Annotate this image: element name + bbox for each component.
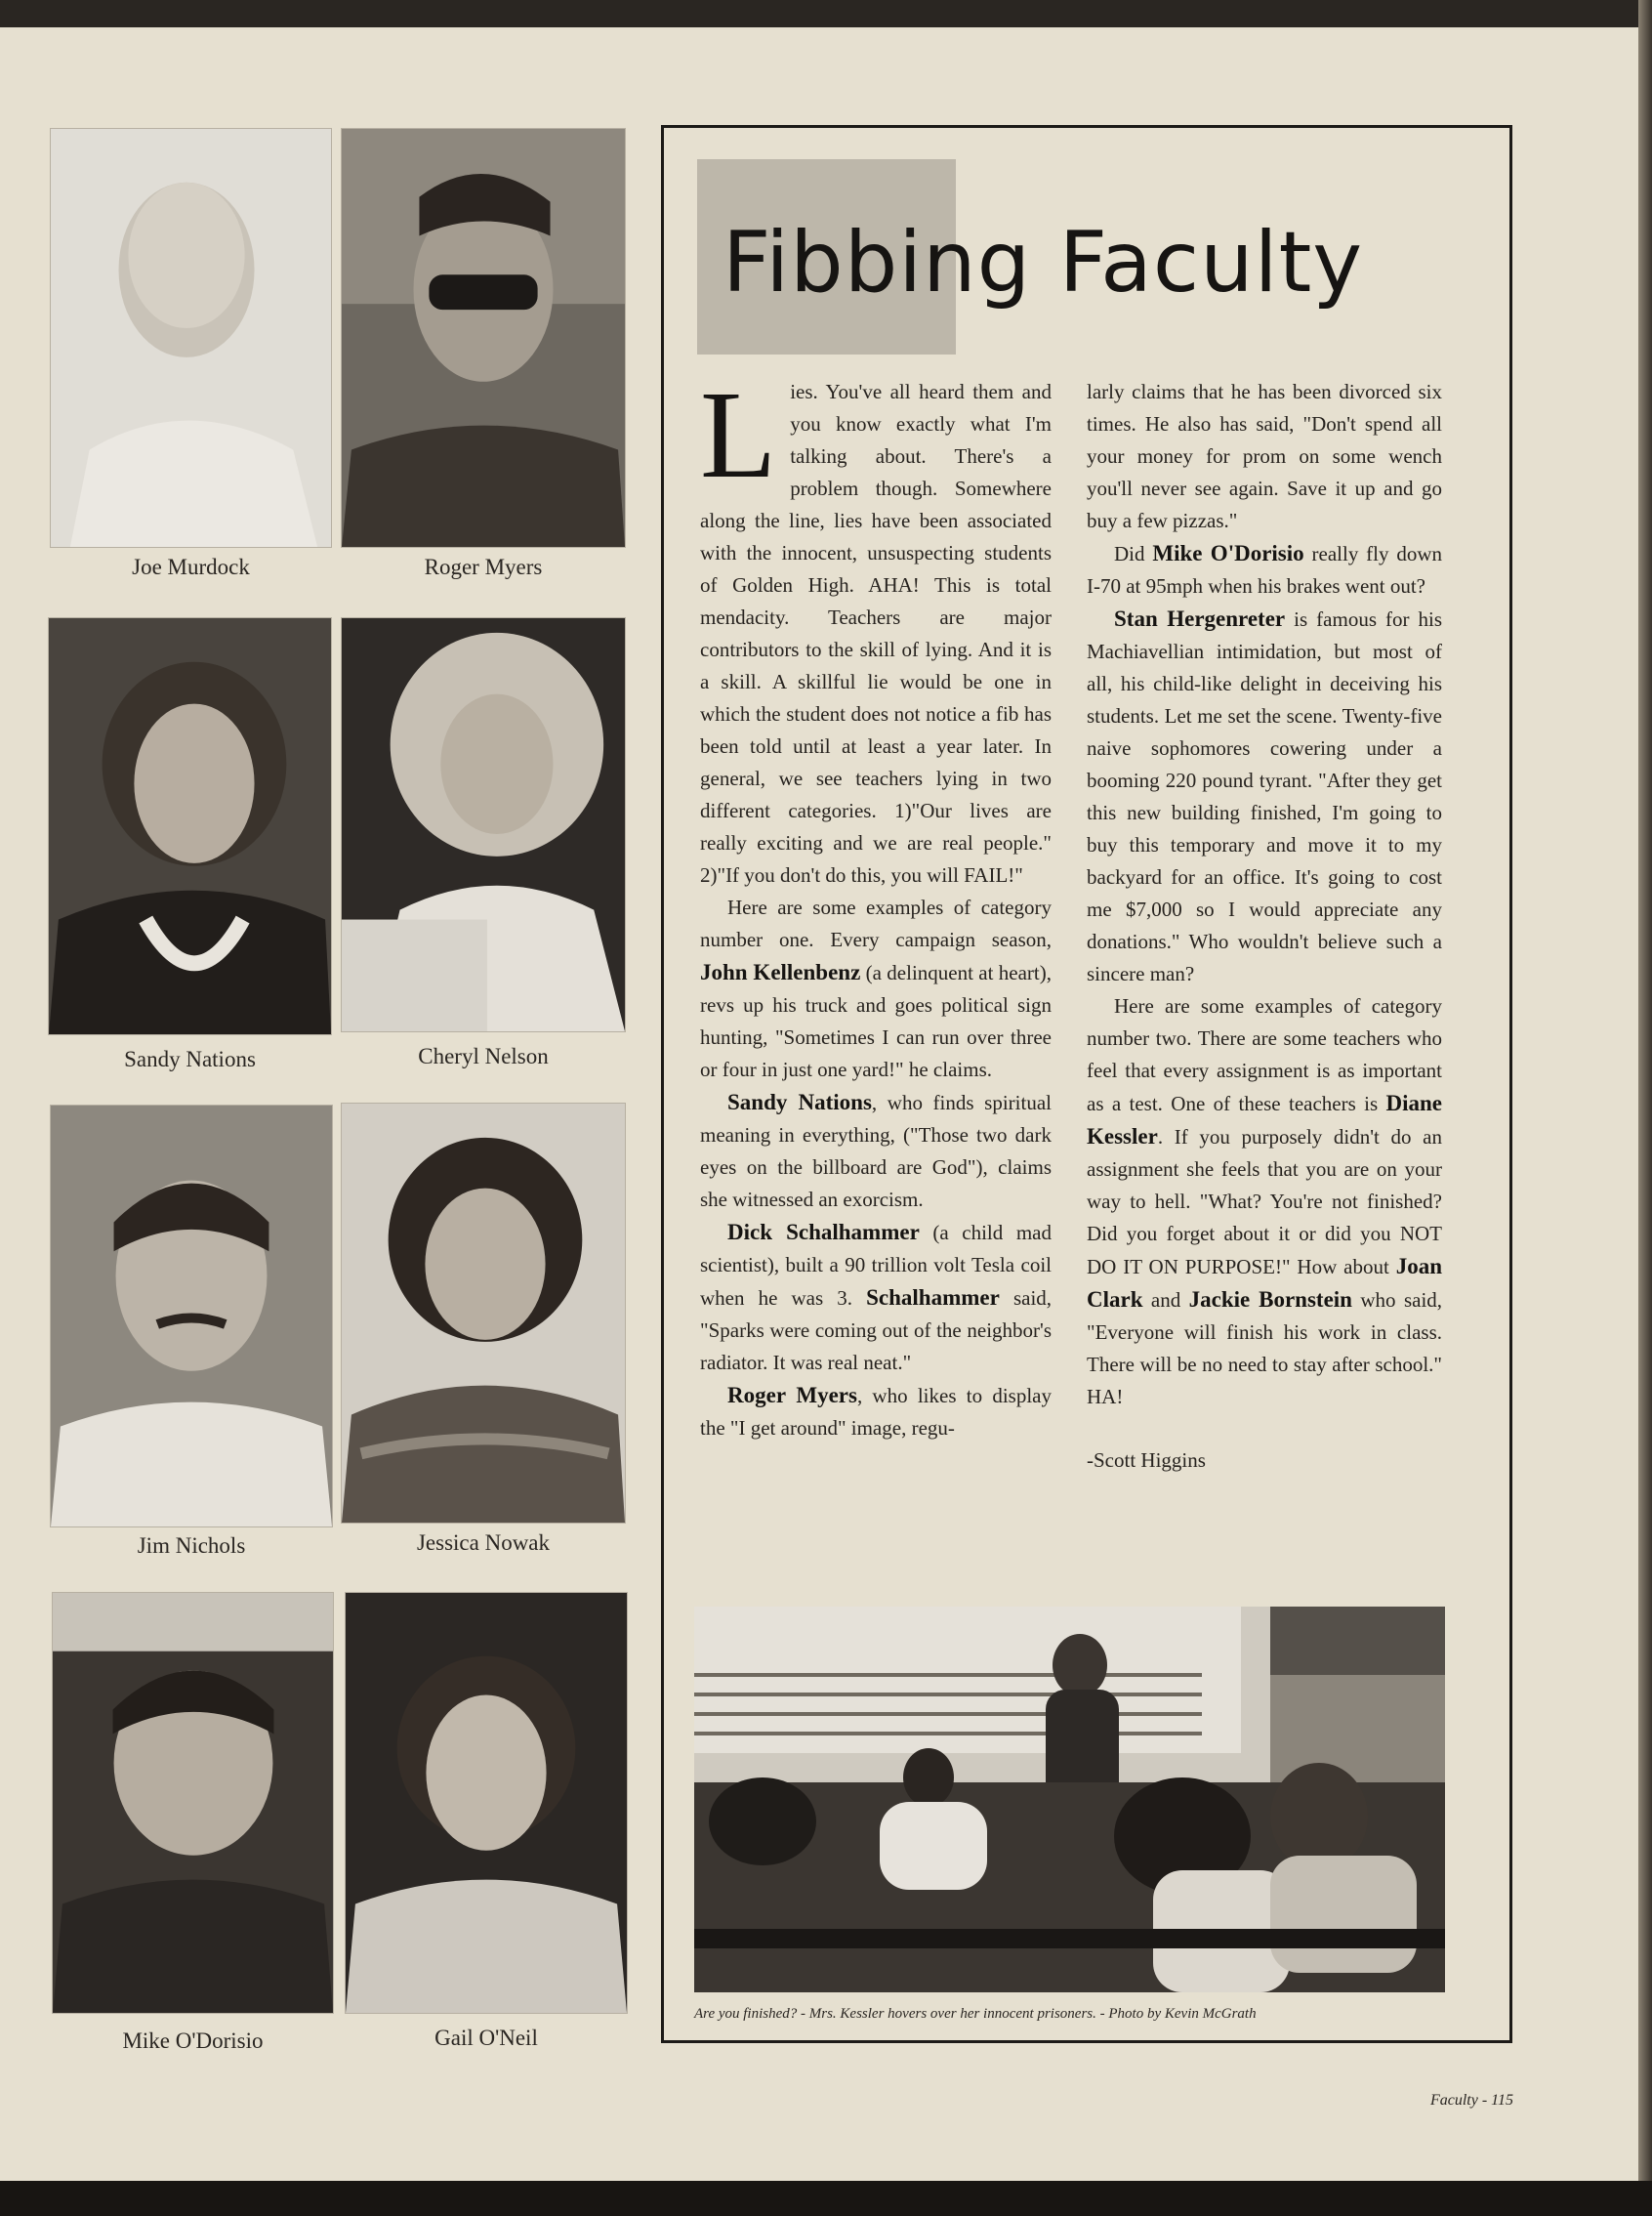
paragraph: Stan Hergenreter is famous for his Machiavellian intimidation, but most of all, his child-like delight in deceiving his students. Let me set the scene. Twenty-five naive sophomores cowering under a booming 220 pound tyrant. "After they get this new building finished, I'm going to buy this temporary and move it to my backyard for an office. It's going to cost me $7,000 so I would appreciate any donations." Who wouldn't believe such a sincere man? <box>1087 606 1442 985</box>
drop-cap: L <box>700 365 777 504</box>
paragraph: Here are some examples of category number one. Every campaign season, John Kellenbenz (a delinquent at heart), revs up his truck and goes political sign hunting, "Sometimes I can run over three or four in just one yard!" he claims. <box>700 896 1053 1081</box>
teacher-name: Jackie Bornstein <box>1188 1287 1352 1312</box>
byline: -Scott Higgins <box>1087 1448 1206 1472</box>
portrait-photo <box>341 617 626 1032</box>
teacher-name: Diane Kessler <box>1087 1091 1442 1149</box>
teacher-name: Roger Myers <box>727 1383 857 1407</box>
article-column-1 <box>700 365 1053 1444</box>
article-column-2 <box>1087 376 1442 1477</box>
paragraph: Did Mike O'Dorisio really fly down I-70 at 95mph when his brakes went out? <box>1087 541 1443 598</box>
teacher-name: Stan Hergenreter <box>1114 606 1286 631</box>
book-edge <box>1638 0 1652 2216</box>
teacher-name: Joan Clark <box>1087 1254 1442 1312</box>
portrait-caption: Cheryl Nelson <box>418 1044 549 1068</box>
teacher-name: John Kellenbenz <box>700 960 861 984</box>
paragraph: larly claims that he has been divorced six times. He also has said, "Don't spend all your money for prom on some wench you'll never see again. Save it up and go buy a few pizzas." <box>1087 380 1442 532</box>
portrait-caption: Sandy Nations <box>124 1047 256 1071</box>
portrait-caption: Joe Murdock <box>132 555 250 579</box>
portrait-photo <box>50 128 332 548</box>
paragraph: Roger Myers, who likes to display the "I get around" image, regu- <box>700 1383 1052 1440</box>
portrait-photo <box>341 128 626 548</box>
classroom-photo <box>694 1607 1445 1992</box>
scan-bottom-band <box>0 2181 1652 2216</box>
teacher-name: Mike O'Dorisio <box>1152 541 1304 565</box>
portrait-photo <box>50 1105 333 1527</box>
portrait-photo <box>341 1103 626 1524</box>
paragraph: Dick Schalhammer (a child mad scientist), built a 90 trillion volt Tesla coil when he was 3. Schalhammer said, "Sparks were coming out of the neighbor's radiator. It was real neat." <box>700 1220 1053 1374</box>
portrait-photo <box>345 1592 628 2014</box>
portrait-caption: Jessica Nowak <box>416 1530 551 1555</box>
teacher-name: Schalhammer <box>866 1285 1000 1310</box>
page-number: Faculty - 115 <box>1429 2092 1513 2109</box>
portrait-caption: Jim Nichols <box>137 1533 246 1558</box>
portrait-caption: Mike O'Dorisio <box>122 2028 264 2053</box>
photo-caption: Are you finished? - Mrs. Kessler hovers over her innocent prisoners. - Photo by Kevin McGrath <box>694 2006 1257 2022</box>
paragraph: Lies. You've all heard them and you know exactly what I'm talking about. There's a problem though. Somewhere along the line, lies have been associated with the innocent, unsuspecting students of Golden High. AHA! This is total mendacity. Teachers are major contributors to the skill of lying. And it is a skill. A skillful lie would be one in which the student does not notice a fib has been told until at least a year later. In general, we see teachers lying in two different categories. 1)"Our lives are really exciting and we are real people." 2)"If you don't do this, you will FAIL!" <box>700 365 1052 887</box>
portrait-caption: Roger Myers <box>424 555 543 579</box>
portrait-caption: Gail O'Neil <box>434 2026 538 2050</box>
portrait-photo <box>48 617 332 1035</box>
paragraph: Sandy Nations, who finds spiritual meaning in everything, ("Those two dark eyes on the billboard are God"), claims she witnessed an exorcism. <box>700 1090 1052 1211</box>
portrait-photo <box>52 1592 334 2014</box>
teacher-name: Dick Schalhammer <box>727 1220 920 1244</box>
teacher-name: Sandy Nations <box>727 1090 872 1114</box>
paragraph: Here are some examples of category number two. There are some teachers who feel that every assignment is as important as a test. One of these teachers is Diane Kessler. If you purposely didn't do an assignment she feels that you are on your way to hell. "What? You're not finished? Did you forget about it or did you NOT DO IT ON PURPOSE!" How about Joan Clark and Jackie Bornstein who said, "Everyone will finish his work in class. There will be no need to stay after school." HA! <box>1087 994 1443 1408</box>
article-title: Fibbing Faculty <box>723 214 1364 312</box>
